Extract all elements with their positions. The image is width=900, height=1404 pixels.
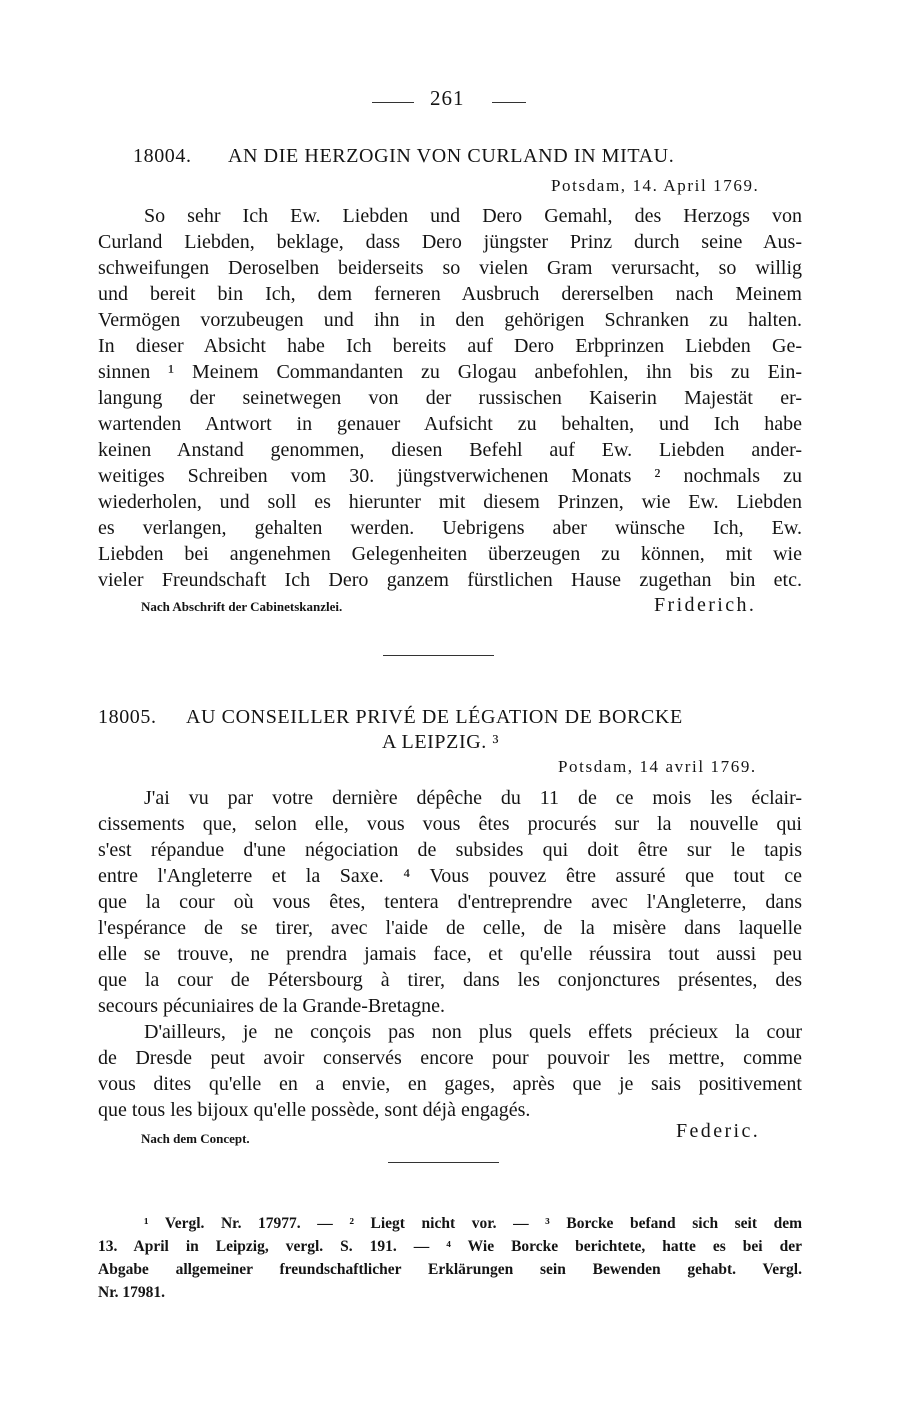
letter-2-heading-line-2: A LEIPZIG. ³ <box>382 731 500 753</box>
letter-2-line: J'ai vu par votre dernière dépêche du 11 de ce mois les éclair- <box>144 787 802 809</box>
letter-1-line: In dieser Absicht habe Ich bereits auf Dero Erbprinzen Liebden Ge- <box>98 335 802 357</box>
page-number-rule-left <box>372 102 414 103</box>
letter-1-place-date: Potsdam, 14. April 1769. <box>551 176 760 195</box>
footnote-line: Abgabe allgemeiner freundschaftlicher Erklärungen sein Bewenden gehabt. Vergl. <box>98 1261 802 1278</box>
letter-2-line: cissements que, selon elle, vous vous êtes procurés sur la nouvelle qui <box>98 813 802 835</box>
letter-1-source-note: Nach Abschrift der Cabinetskanzlei. <box>141 599 343 614</box>
page-number: 261 <box>430 86 465 110</box>
letter-1-line: vieler Freundschaft Ich Dero ganzem fürstlichen Hause zugethan bin etc. <box>98 569 802 591</box>
letter-1-line: sinnen ¹ Meinem Commandanten zu Glogau anbefohlen, ihn bis zu Ein- <box>98 361 802 383</box>
letter-2-line: que la cour où vous êtes, tentera d'entreprendre avec l'Angleterre, dans <box>98 891 802 913</box>
footnote-line: Nr. 17981. <box>98 1284 166 1301</box>
letter-1-line: Liebden bei angenehmen Gelegenheiten überzeugen zu können, mit wie <box>98 543 802 565</box>
letter-2-line: vous dites qu'elle en a envie, en gages, après que je sais positivement <box>98 1073 802 1095</box>
letter-1-line: schweifungen Deroselben beiderseits so vielen Gram verursacht, so willig <box>98 257 802 279</box>
letter-1-line: langung der seinetwegen von der russischen Kaiserin Majestät er- <box>98 387 802 409</box>
letter-1-number: 18004. <box>133 145 192 167</box>
letter-1-line: wartenden Antwort in genauer Aufsicht zu behalten, und Ich habe <box>98 413 802 435</box>
footnote-line: ¹ Vergl. Nr. 17977. — ² Liegt nicht vor. — ³ Borcke befand sich seit dem <box>144 1215 802 1232</box>
letter-2-signature: Federic. <box>676 1120 761 1142</box>
letter-2-line: entre l'Angleterre et la Saxe. ⁴ Vous pouvez être assuré que tout ce <box>98 865 802 887</box>
letter-1-line: Vermögen vorzubeugen und ihn in den gehörigen Schranken zu halten. <box>98 309 802 331</box>
letter-1-heading: AN DIE HERZOGIN VON CURLAND IN MITAU. <box>228 145 675 167</box>
page-number-rule-right <box>492 102 526 103</box>
letter-2-heading-line-1: AU CONSEILLER PRIVÉ DE LÉGATION DE BORCKE <box>186 706 683 728</box>
letter-2-line: que la cour de Pétersbourg à tirer, dans les conjonctures présentes, des <box>98 969 802 991</box>
letter-2-line: de Dresde peut avoir conservés encore pour pouvoir les mettre, comme <box>98 1047 802 1069</box>
letter-1-line: wiederholen, und soll es hierunter mit diesem Prinzen, wie Ew. Liebden <box>98 491 802 513</box>
letter-2-line: l'espérance de se tirer, avec l'aide de celle, de la misère dans laquelle <box>98 917 802 939</box>
letter-2-source-note: Nach dem Concept. <box>141 1131 250 1146</box>
letter-1-line: weitiges Schreiben vom 30. jüngstverwichenen Monats ² nochmals zu <box>98 465 802 487</box>
letter-1-line: So sehr Ich Ew. Liebden und Dero Gemahl, des Herzogs von <box>144 205 802 227</box>
letter-2-number: 18005. <box>98 706 157 728</box>
footnote-divider <box>388 1162 499 1163</box>
letter-1-line: und bereit bin Ich, dem ferneren Ausbruch dererselben nach Meinem <box>98 283 802 305</box>
letter-2-line: elle se trouve, ne prendra jamais face, et qu'elle réussira tout aussi peu <box>98 943 802 965</box>
footnote-line: 13. April in Leipzig, vergl. S. 191. — ⁴ Wie Borcke berichtete, hatte es bei der <box>98 1238 802 1255</box>
letter-2-line: s'est répandue d'une négociation de subsides qui doit être sur le tapis <box>98 839 802 861</box>
letter-2-line: secours pécuniaires de la Grande-Bretagne. <box>98 995 446 1017</box>
section-divider <box>383 655 494 656</box>
letter-2-place-date: Potsdam, 14 avril 1769. <box>558 757 757 776</box>
letter-1-line: es verlangen, gehalten werden. Uebrigens aber wünsche Ich, Ew. <box>98 517 802 539</box>
letter-2-line: que tous les bijoux qu'elle possède, sont déjà engagés. <box>98 1099 531 1121</box>
letter-1-line: keinen Anstand genommen, diesen Befehl auf Ew. Liebden ander- <box>98 439 802 461</box>
letter-1-signature: Friderich. <box>654 594 757 616</box>
letter-2-line: D'ailleurs, je ne conçois pas non plus quels effets précieux la cour <box>144 1021 802 1043</box>
letter-1-line: Curland Liebden, beklage, dass Dero jüngster Prinz durch seine Aus- <box>98 231 802 253</box>
